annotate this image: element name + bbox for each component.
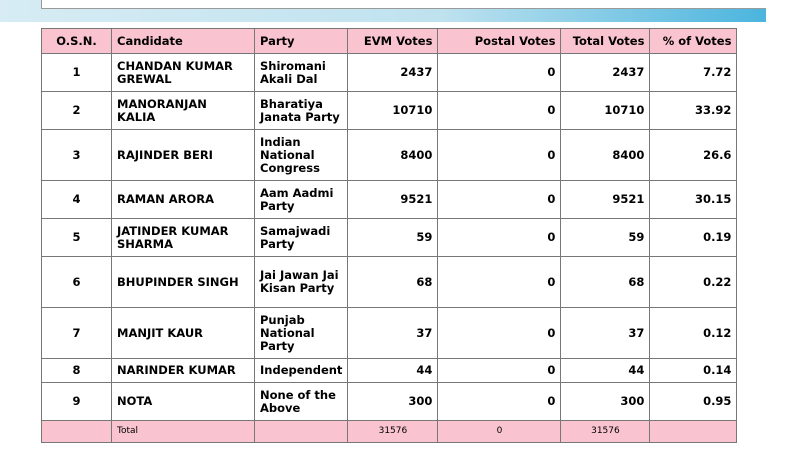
cell-postal-votes: 0 <box>438 219 561 257</box>
cell-percent-votes: 0.95 <box>650 383 737 421</box>
cell-postal-votes: 0 <box>438 359 561 383</box>
table-row <box>42 92 737 130</box>
cell-percent-votes: 0.22 <box>650 257 737 308</box>
cell-total-votes: 68 <box>561 257 650 308</box>
cell-total-votes: 300 <box>561 383 650 421</box>
table-row <box>42 257 737 308</box>
cell-party: Aam Aadmi Party <box>255 181 348 219</box>
cell-total-votes: 59 <box>561 219 650 257</box>
cell-total-votes: 10710 <box>561 92 650 130</box>
cell-postal-votes: 0 <box>438 383 561 421</box>
cell-total-votes: 9521 <box>561 181 650 219</box>
cell-percent-votes: 0.19 <box>650 219 737 257</box>
header-total-votes: Total Votes <box>561 29 650 54</box>
cell-osn: 4 <box>42 181 112 219</box>
cell-evm-votes: 2437 <box>348 54 438 92</box>
total-label: Total <box>112 421 255 443</box>
cell-total-votes: 44 <box>561 359 650 383</box>
cell-party: Punjab National Party <box>255 308 348 359</box>
table-row <box>42 308 737 359</box>
cell-percent-votes: 0.14 <box>650 359 737 383</box>
cell-evm-votes: 9521 <box>348 181 438 219</box>
table-row <box>42 359 737 383</box>
cell-postal-votes: 0 <box>438 130 561 181</box>
cell-party: Bharatiya Janata Party <box>255 92 348 130</box>
cell-party: None of the Above <box>255 383 348 421</box>
cell-osn: 8 <box>42 359 112 383</box>
cell-candidate: BHUPINDER SINGH <box>112 257 255 308</box>
cell-postal-votes: 0 <box>438 92 561 130</box>
cell-postal-votes: 0 <box>438 257 561 308</box>
cell-party: Indian National Congress <box>255 130 348 181</box>
page-panel-top <box>41 0 768 9</box>
cell-evm-votes: 44 <box>348 359 438 383</box>
cell-candidate: RAMAN ARORA <box>112 181 255 219</box>
cell-osn: 7 <box>42 308 112 359</box>
cell-candidate: MANORANJAN KALIA <box>112 92 255 130</box>
cell-evm-votes: 59 <box>348 219 438 257</box>
table-row <box>42 383 737 421</box>
cell-evm-votes: 300 <box>348 383 438 421</box>
header-edge <box>766 0 800 22</box>
cell-osn: 3 <box>42 130 112 181</box>
cell-percent-votes: 30.15 <box>650 181 737 219</box>
cell-postal-votes: 0 <box>438 54 561 92</box>
cell-osn: 5 <box>42 219 112 257</box>
cell-total-votes: 8400 <box>561 130 650 181</box>
cell-percent-votes: 0.12 <box>650 308 737 359</box>
cell-party: Samajwadi Party <box>255 219 348 257</box>
cell-candidate: NARINDER KUMAR <box>112 359 255 383</box>
cell-osn: 1 <box>42 54 112 92</box>
cell-party: Independent <box>255 359 348 383</box>
cell-party: Shiromani Akali Dal <box>255 54 348 92</box>
header-postal-votes: Postal Votes <box>438 29 561 54</box>
cell-postal-votes: 0 <box>438 181 561 219</box>
total-party-cell <box>255 421 348 443</box>
total-percent-cell <box>650 421 737 443</box>
cell-total-votes: 2437 <box>561 54 650 92</box>
header-party: Party <box>255 29 348 54</box>
cell-candidate: NOTA <box>112 383 255 421</box>
header-percent-votes: % of Votes <box>650 29 737 54</box>
total-osn-cell <box>42 421 112 443</box>
cell-candidate: JATINDER KUMAR SHARMA <box>112 219 255 257</box>
table-row <box>42 219 737 257</box>
cell-osn: 9 <box>42 383 112 421</box>
total-row <box>42 421 737 443</box>
cell-candidate: MANJIT KAUR <box>112 308 255 359</box>
cell-total-votes: 37 <box>561 308 650 359</box>
total-postal-votes: 0 <box>438 421 561 443</box>
table-row <box>42 181 737 219</box>
cell-party: Jai Jawan Jai Kisan Party <box>255 257 348 308</box>
header-evm-votes: EVM Votes <box>348 29 438 54</box>
cell-evm-votes: 37 <box>348 308 438 359</box>
cell-candidate: RAJINDER BERI <box>112 130 255 181</box>
cell-evm-votes: 8400 <box>348 130 438 181</box>
header-osn: O.S.N. <box>42 29 112 54</box>
cell-percent-votes: 33.92 <box>650 92 737 130</box>
cell-osn: 6 <box>42 257 112 308</box>
results-table <box>41 28 737 443</box>
cell-postal-votes: 0 <box>438 308 561 359</box>
table-row <box>42 54 737 92</box>
cell-evm-votes: 10710 <box>348 92 438 130</box>
header-row <box>42 29 737 54</box>
total-total-votes: 31576 <box>561 421 650 443</box>
header-candidate: Candidate <box>112 29 255 54</box>
cell-candidate: CHANDAN KUMAR GREWAL <box>112 54 255 92</box>
cell-evm-votes: 68 <box>348 257 438 308</box>
table-row <box>42 130 737 181</box>
cell-osn: 2 <box>42 92 112 130</box>
cell-percent-votes: 7.72 <box>650 54 737 92</box>
cell-percent-votes: 26.6 <box>650 130 737 181</box>
total-evm-votes: 31576 <box>348 421 438 443</box>
